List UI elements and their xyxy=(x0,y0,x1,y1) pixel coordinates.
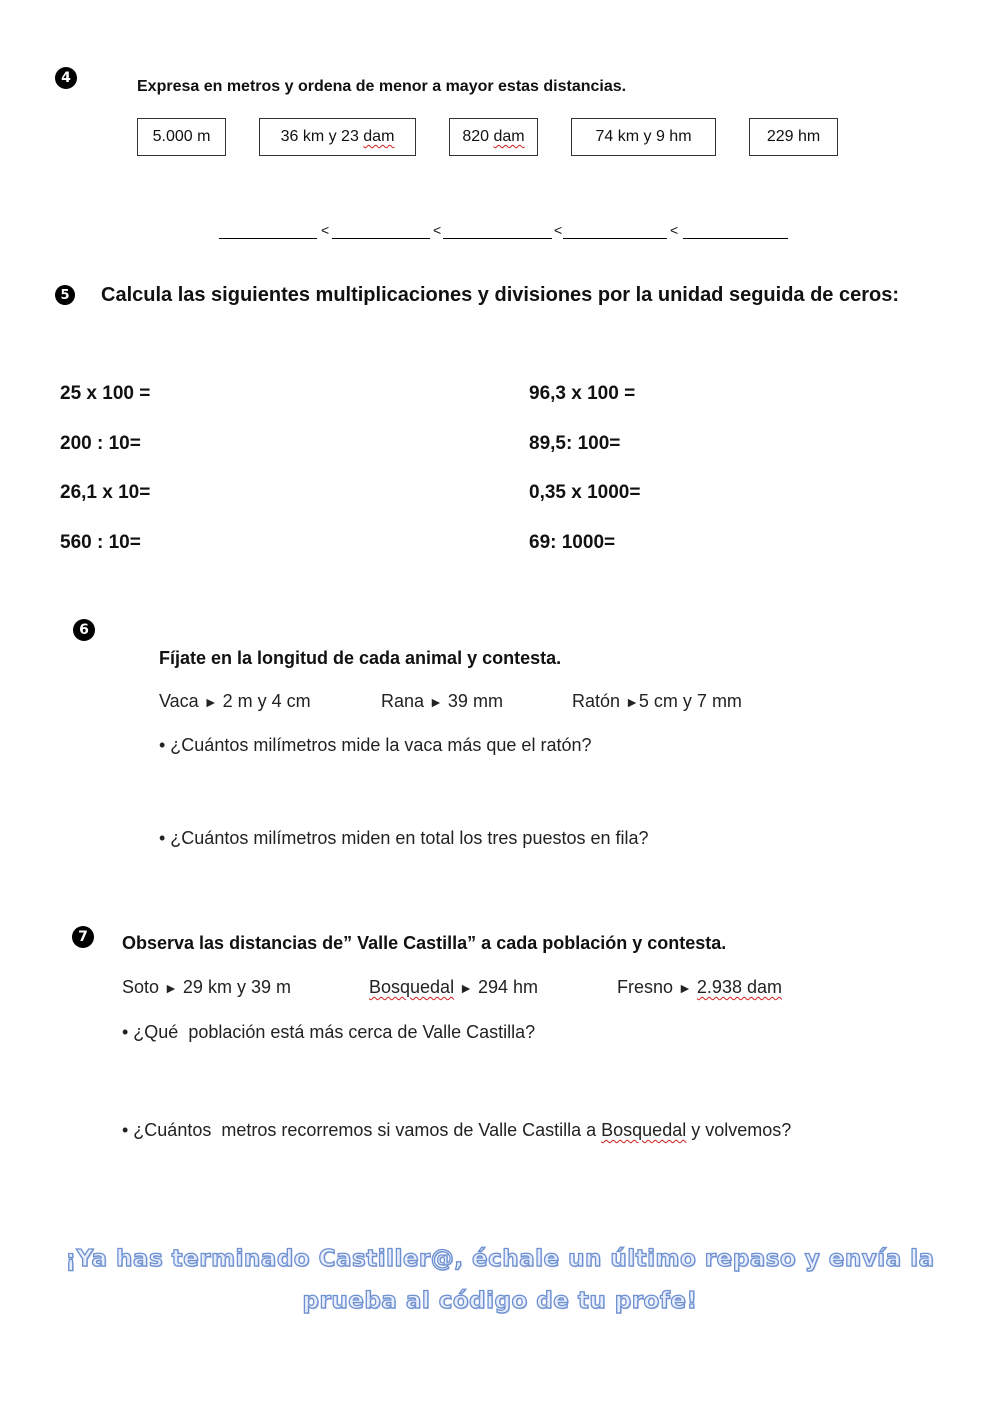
animal-vaca-name: Vaca xyxy=(159,691,199,711)
place-soto xyxy=(122,977,291,998)
exercise-6-question-1: • ¿Cuántos milímetros mide la vaca más que el ratón? xyxy=(159,735,592,755)
exercise-4-title: Expresa en metros y ordena de menor a mayor estas distancias. xyxy=(137,78,627,95)
distance-box-5 xyxy=(749,118,838,156)
distance-box-3-unit: dam xyxy=(493,128,525,145)
distance-box-4-text: 74 km y 9 hm xyxy=(595,128,692,145)
animal-vaca xyxy=(159,691,311,712)
animal-rana-name: Rana xyxy=(381,691,425,711)
distance-box-3-text: 820 xyxy=(462,128,494,145)
place-bosquedal xyxy=(369,977,538,998)
order-blank-3[interactable] xyxy=(443,238,552,239)
calc-right-4: 69: 1000= xyxy=(529,532,616,553)
calc-left-2: 200 : 10= xyxy=(60,433,141,454)
exercise-5-title: Calcula las siguientes multiplicaciones y divisiones por la unidad seguida de ceros: xyxy=(101,284,900,306)
exercise-6-badge: 6 xyxy=(73,619,95,641)
distance-box-1 xyxy=(137,118,226,156)
arrow-icon: ► xyxy=(459,980,473,996)
distance-box-2-text: 36 km y 23 xyxy=(280,128,364,145)
order-blank-1[interactable] xyxy=(219,238,317,239)
arrow-icon: ► xyxy=(429,694,443,710)
animal-rana xyxy=(381,691,503,712)
place-fresno-distance: 2.938 dam xyxy=(696,977,782,997)
order-blank-2[interactable] xyxy=(332,238,430,239)
distance-box-1-text: 5.000 m xyxy=(152,128,211,145)
animal-raton-length: 5 cm y 7 mm xyxy=(638,691,742,711)
exercise-6-question-2: • ¿Cuántos milímetros miden en total los tres puestos en fila? xyxy=(159,828,649,848)
less-than-sign-3: < xyxy=(554,222,563,238)
distance-box-5-text: 229 hm xyxy=(766,128,821,145)
arrow-icon: ► xyxy=(678,980,692,996)
animal-raton xyxy=(572,691,742,712)
exercise-4-badge: 4 xyxy=(55,67,77,89)
order-blank-4[interactable] xyxy=(563,238,667,239)
arrow-icon: ► xyxy=(203,694,218,710)
place-bosquedal-distance: 294 hm xyxy=(477,977,539,997)
distance-box-3 xyxy=(449,118,538,156)
calc-right-2: 89,5: 100= xyxy=(529,433,621,454)
animal-vaca-length: 2 m y 4 cm xyxy=(222,691,311,711)
distance-box-2-unit: dam xyxy=(363,128,395,145)
place-fresno-name: Fresno xyxy=(617,977,674,997)
calc-left-3: 26,1 x 10= xyxy=(60,482,151,503)
arrow-icon: ► xyxy=(164,980,178,996)
closing-message-line-1: ¡Ya has terminado Castiller@, échale un último repaso y envía la xyxy=(65,1246,935,1272)
closing-message xyxy=(40,1238,960,1322)
calc-left-4: 560 : 10= xyxy=(60,532,141,553)
less-than-sign-4: < xyxy=(670,222,679,238)
closing-message-line-2: prueba al código de tu profe! xyxy=(302,1288,698,1314)
place-soto-distance: 29 km y 39 m xyxy=(182,977,291,997)
exercise-7-question-2-text: • ¿Cuántos metros recorremos si vamos de Valle Castilla a xyxy=(122,1120,602,1140)
order-blank-5[interactable] xyxy=(683,238,788,239)
place-soto-name: Soto xyxy=(122,977,160,997)
exercise-7-question-1: • ¿Qué población está más cerca de Valle Castilla? xyxy=(122,1022,536,1042)
calc-right-3: 0,35 x 1000= xyxy=(529,482,641,503)
place-fresno xyxy=(617,977,782,998)
place-bosquedal-name: Bosquedal xyxy=(369,977,455,997)
distance-box-4 xyxy=(571,118,716,156)
less-than-sign-2: < xyxy=(433,222,442,238)
calc-left-1: 25 x 100 = xyxy=(60,383,151,404)
animal-rana-length: 39 mm xyxy=(447,691,503,711)
exercise-6-title: Fíjate en la longitud de cada animal y contesta. xyxy=(159,648,562,668)
arrow-icon: ► xyxy=(625,694,639,710)
distance-box-2 xyxy=(259,118,416,156)
exercise-7-question-2-end: y volvemos? xyxy=(686,1120,792,1140)
calc-right-1: 96,3 x 100 = xyxy=(529,383,636,404)
exercise-7-title: Observa las distancias de” Valle Castilla” a cada población y contesta. xyxy=(122,933,727,953)
less-than-sign-1: < xyxy=(321,222,330,238)
exercise-7-badge: 7 xyxy=(72,926,94,948)
exercise-5-badge: 5 xyxy=(55,285,75,305)
exercise-7-question-2 xyxy=(122,1120,791,1141)
animal-raton-name: Ratón xyxy=(572,691,621,711)
exercise-7-question-2-place: Bosquedal xyxy=(601,1120,687,1140)
